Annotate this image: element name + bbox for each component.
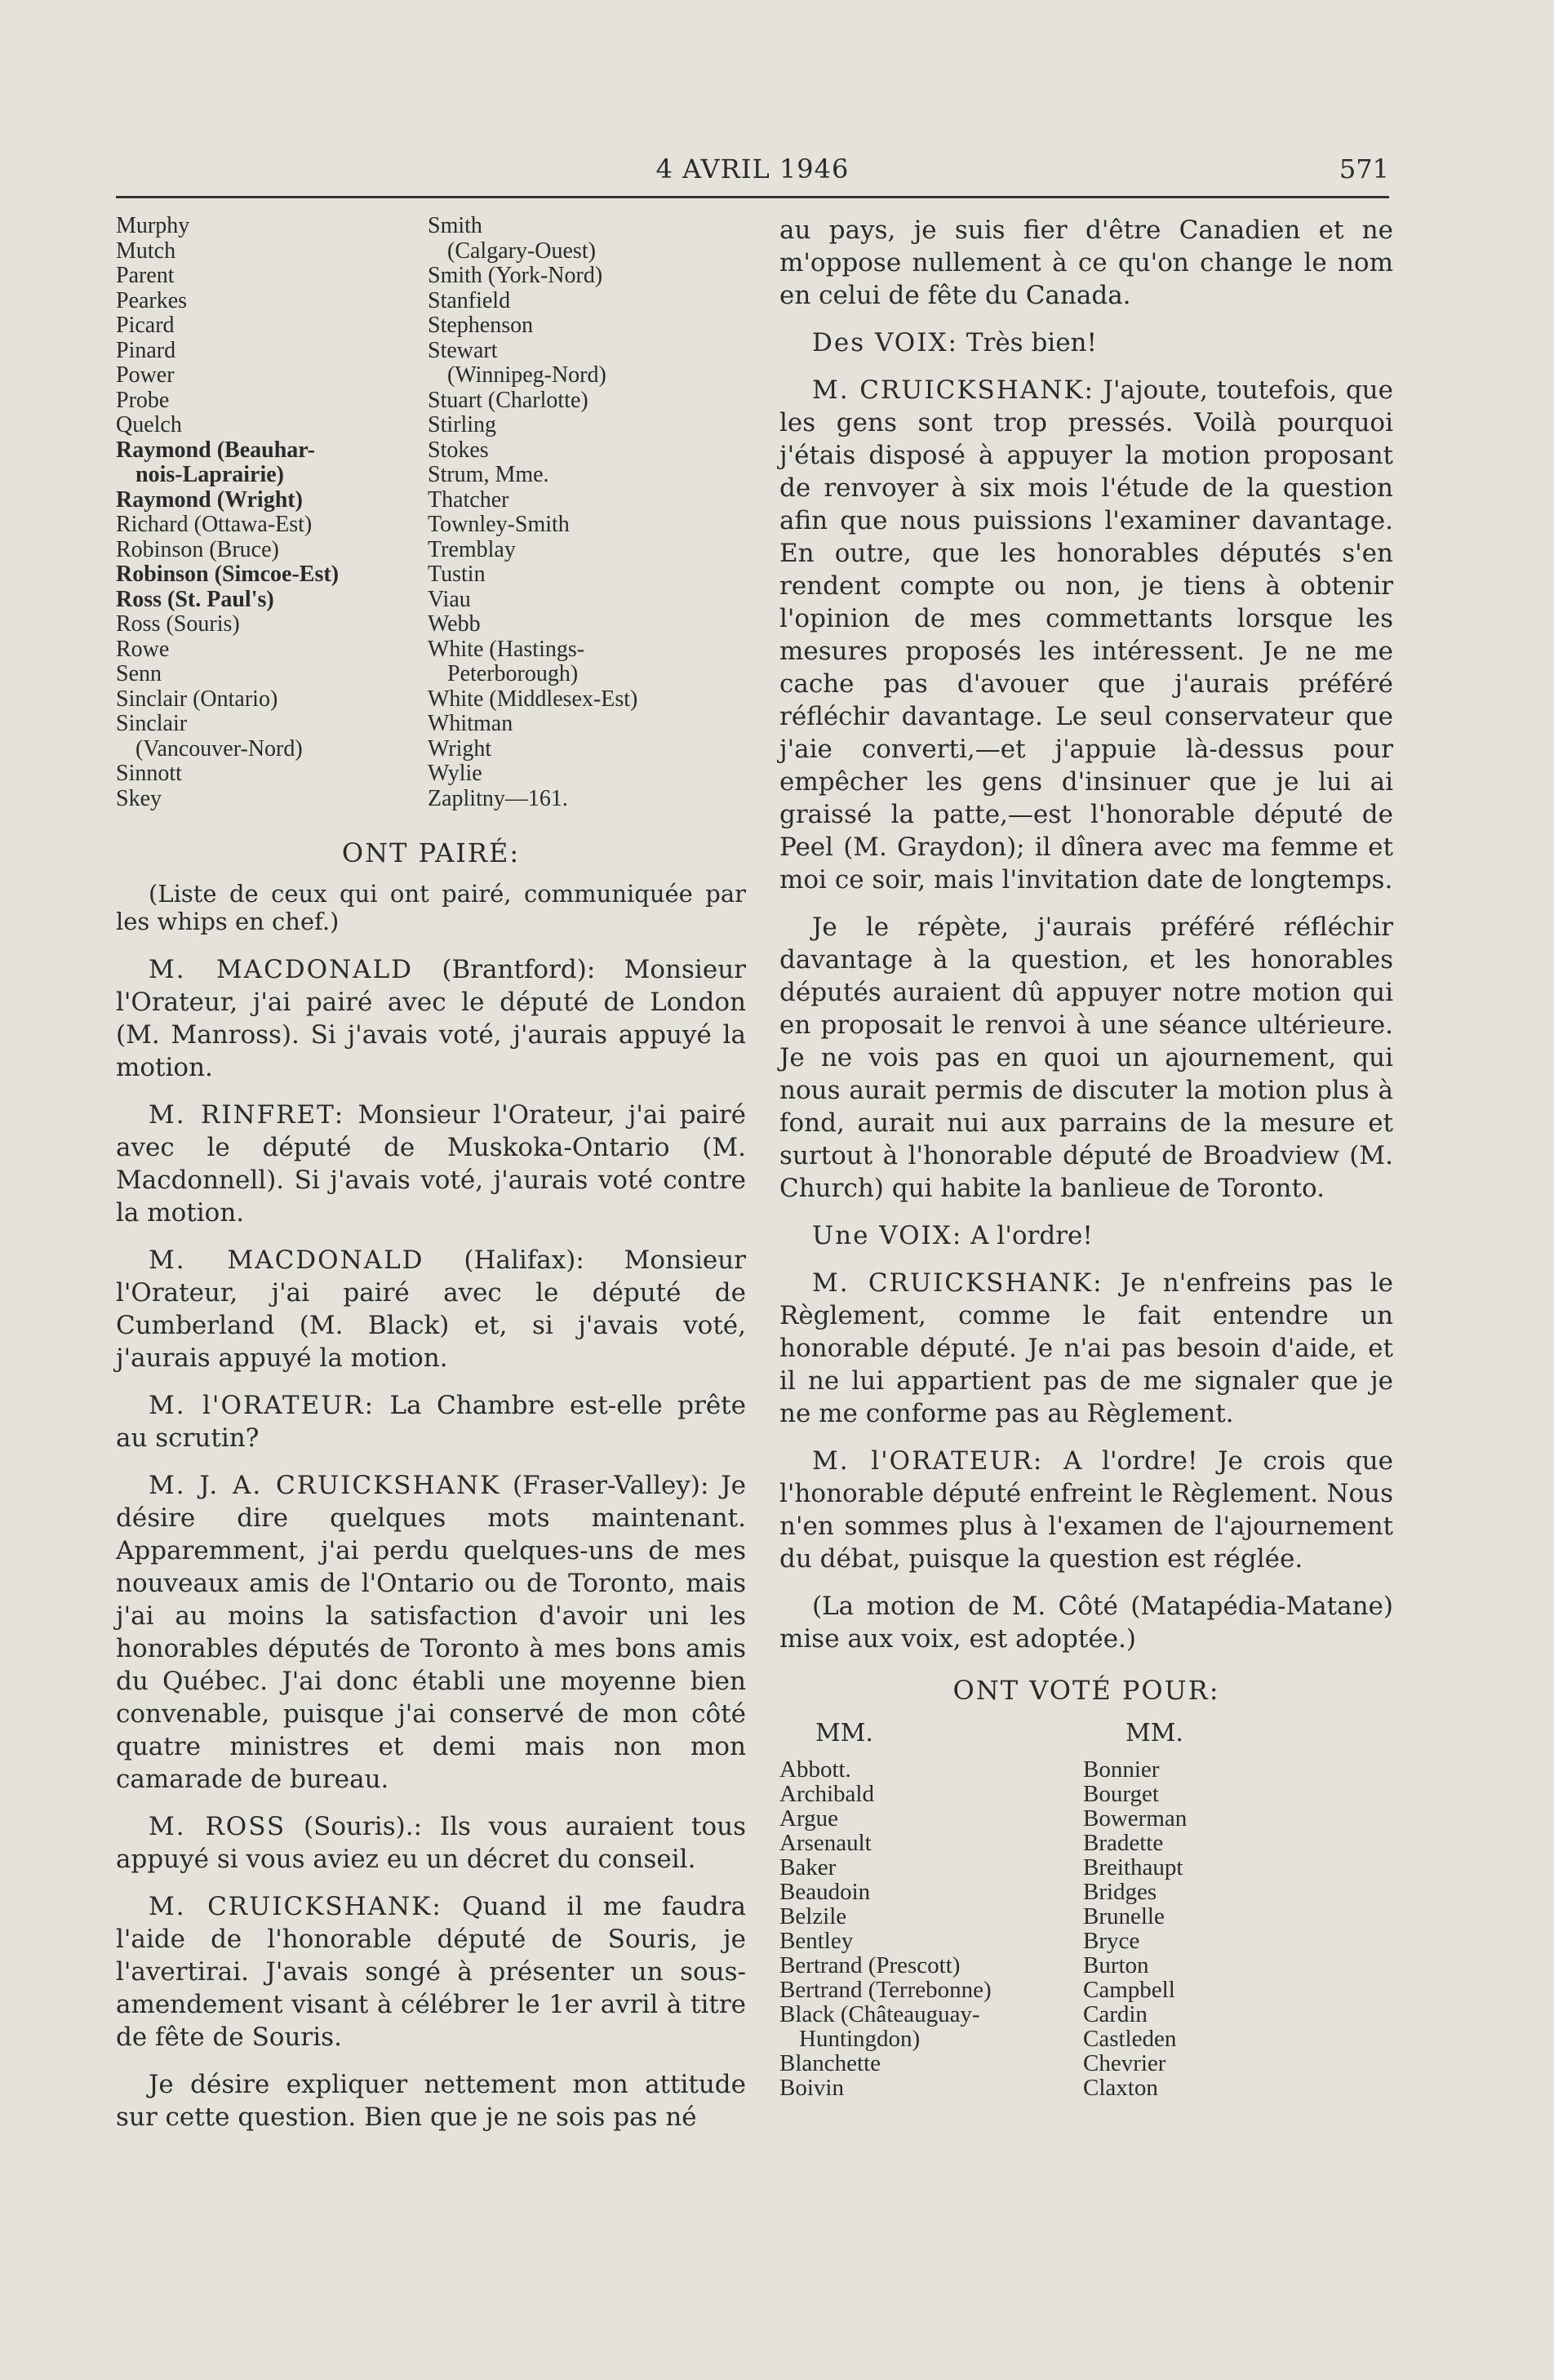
- paragraph: [779, 1590, 1393, 1655]
- paragraph: [779, 1267, 1393, 1430]
- header-date: 4 AVRIL 1946: [655, 153, 850, 184]
- paired-heading: ONT PAIRÉ:: [341, 837, 521, 868]
- name-entry: nois-Laprairie): [135, 462, 284, 487]
- paragraph-text: La Chambre est-elle prête au scrutin?: [116, 1391, 746, 1453]
- name-entry: Wylie: [428, 761, 482, 786]
- paragraph-text: A l'ordre!: [962, 1221, 1093, 1250]
- name-entry: Tremblay: [428, 536, 516, 562]
- name-entry: Murphy: [116, 213, 190, 238]
- name-entry: Huntingdon): [799, 2026, 921, 2052]
- name-entry: Pearkes: [116, 287, 188, 313]
- name-entry: Castleden: [1083, 2026, 1177, 2052]
- paragraph-text: Je désire expliquer nettement mon attitude sur cette question. Bien que je ne sois pas né: [116, 2070, 746, 2132]
- speaker-name: M. RINFRET:: [149, 1100, 345, 1130]
- vote-column-2: [1083, 1757, 1387, 2100]
- speaker-name: M. MACDONALD: [149, 1246, 424, 1275]
- name-entry: Campbell: [1083, 1977, 1175, 2003]
- name-entry: Senn: [116, 661, 162, 686]
- names-column-1: [116, 214, 428, 811]
- name-entry: Tustin: [428, 562, 486, 587]
- paragraph-text: (Souris).: Ils vous auraient tous appuyé si vous aviez eu un décret du conseil.: [116, 1812, 747, 1874]
- name-entry: (Vancouver-Nord): [135, 735, 303, 762]
- page-number: 571: [1339, 153, 1389, 184]
- name-entry: Picard: [116, 313, 175, 338]
- vote-list: [779, 1719, 1393, 2100]
- name-entry: Argue: [779, 1805, 838, 1832]
- name-entry: Stirling: [428, 412, 497, 437]
- name-entry: Smith (York-Nord): [428, 263, 603, 288]
- name-entry: Skey: [116, 785, 162, 811]
- paragraph: [779, 1445, 1393, 1575]
- name-entry: Belzile: [779, 1903, 847, 1929]
- name-entry: Cardin: [1083, 2001, 1148, 2027]
- names-column-2: [428, 214, 738, 811]
- paragraph-text: (La motion de M. Côté (Matapédia-Matane) mise aux voix, est adoptée.): [779, 1592, 1393, 1654]
- vote-list-col-2: [1083, 1719, 1387, 2100]
- name-entry: Bridges: [1083, 1879, 1157, 1905]
- name-entry: Blanchette: [779, 2050, 881, 2076]
- name-entry: Stewart: [428, 337, 498, 363]
- header-rule: [116, 196, 1389, 198]
- name-entry: Robinson (Bruce): [116, 536, 279, 562]
- name-entry: Viau: [428, 586, 471, 612]
- paragraph-text: J'ajoute, toutefois, que les gens sont trop pressés. Voilà pourquoi j'étais disposé à appuyer la motion proposant de renvoyer à six mois l'étude de la question afin que nous puissions l'examiner davantage. En outre, que les honorables députés s'en rendent compte ou non, je tiens à obtenir l'opinion de mes commettants lorsque les mesures proposés les intéressent. Je ne me cache pas d'avouer que j'aurais préféré réfléchir davantage. Le seul conservateur que j'aie converti,—et j'appuie là-dessus pour empêcher les gens d'insinuer que je lui ai graissé la patte,—est l'honorable député de Peel (M. Graydon); il dînera avec ma femme et moi ce soir, mais l'invitation date de longtemps.: [779, 375, 1393, 895]
- name-entry: Parent: [116, 263, 175, 288]
- name-entry: Bentley: [779, 1928, 854, 1954]
- name-entry: Mutch: [116, 238, 176, 264]
- paragraph: [116, 1389, 746, 1454]
- name-entry: Wright: [428, 735, 492, 762]
- names-list: [116, 214, 746, 811]
- name-entry: Claxton: [1083, 2075, 1158, 2101]
- name-entry: Strum, Mme.: [428, 462, 549, 487]
- paragraph: [779, 214, 1393, 312]
- name-entry: Whitman: [428, 711, 513, 736]
- vote-column-1: [779, 1757, 1083, 2100]
- name-entry: Richard (Ottawa-Est): [116, 512, 313, 537]
- speaker-name: Des VOIX:: [812, 328, 958, 357]
- name-entry: Bertrand (Prescott): [779, 1952, 961, 1978]
- name-entry: Peterborough): [447, 661, 579, 686]
- name-entry: Chevrier: [1083, 2050, 1166, 2076]
- name-entry: Ross (Souris): [116, 611, 240, 637]
- name-entry: Probe: [116, 387, 170, 413]
- right-paragraphs: [779, 214, 1393, 1655]
- name-entry: Webb: [428, 611, 481, 637]
- name-entry: Pinard: [116, 337, 176, 363]
- left-column: [116, 214, 746, 2134]
- name-entry: Bowerman: [1083, 1805, 1188, 1832]
- paragraph: [779, 374, 1393, 896]
- paragraph: [116, 1244, 746, 1374]
- name-entry: Thatcher: [428, 486, 509, 513]
- name-entry: Bertrand (Terrebonne): [779, 1977, 992, 2003]
- name-entry: Quelch: [116, 412, 182, 437]
- name-entry: Black (Châteauguay-: [779, 2001, 980, 2027]
- name-entry: Baker: [779, 1854, 837, 1880]
- name-entry: Bonnier: [1083, 1756, 1160, 1783]
- speaker-name: M. CRUICKSHANK:: [812, 1268, 1103, 1298]
- name-entry: Stanfield: [428, 287, 511, 313]
- name-entry: Bryce: [1083, 1928, 1140, 1954]
- name-entry: Smith: [428, 213, 482, 238]
- paragraph: [116, 2068, 746, 2134]
- speaker-name: M. MACDONALD: [149, 955, 414, 984]
- paragraph: [116, 1099, 746, 1229]
- paragraph-text: (Brantford): Monsieur l'Orateur, j'ai pairé avec le député de London (M. Manross). Si j'avais voté, j'aurais appuyé la motion.: [116, 955, 746, 1082]
- paragraph-text: Très bien!: [957, 328, 1097, 357]
- name-entry: (Winnipeg-Nord): [447, 362, 606, 388]
- right-column: [779, 214, 1393, 2100]
- mm-label-2: MM.: [1126, 1719, 1183, 1747]
- name-entry: Abbott.: [779, 1756, 851, 1783]
- paragraph: [779, 1219, 1393, 1252]
- name-entry: Robinson (Simcoe-Est): [116, 562, 340, 587]
- name-entry: Archibald: [779, 1781, 874, 1807]
- name-entry: Zaplitny—161.: [428, 785, 568, 811]
- name-entry: Power: [116, 362, 175, 388]
- paragraph-text: A l'ordre! Je crois que l'honorable député enfreint le Règlement. Nous n'en sommes plus à l'examen de l'ajournement du débat, puisque la question est réglée.: [779, 1446, 1393, 1574]
- vote-list-col-1: [779, 1719, 1083, 2100]
- name-entry: Stokes: [428, 437, 489, 463]
- paragraph: [116, 1810, 746, 1876]
- name-entry: Raymond (Wright): [116, 486, 303, 513]
- name-entry: Townley-Smith: [428, 512, 570, 537]
- name-entry: (Calgary-Ouest): [447, 238, 596, 264]
- speaker-name: M. CRUICKSHANK:: [812, 375, 1094, 405]
- vote-heading: ONT VOTÉ POUR:: [952, 1675, 1220, 1706]
- paragraph: [116, 1469, 746, 1796]
- mm-label-1: MM.: [815, 1719, 873, 1747]
- name-entry: Sinclair (Ontario): [116, 686, 278, 712]
- paragraph: [779, 326, 1393, 359]
- paragraph-text: (Fraser-Valley): Je désire dire quelques mots maintenant. Apparemment, j'ai perdu quelques-uns de mes nouveaux amis de l'Ontario ou de Toronto, mais j'ai au moins la satisfaction d'avoir uni les honorables députés de Toronto à mes bons amis du Québec. J'ai donc établi une moyenne bien convenable, puisque j'ai conservé de mon côté quatre ministres et demi mais non mon camarade de bureau.: [116, 1471, 746, 1794]
- speaker-name: M. J. A. CRUICKSHANK: [149, 1471, 501, 1500]
- speaker-name: M. l'ORATEUR:: [149, 1391, 375, 1420]
- name-entry: Bradette: [1083, 1830, 1164, 1856]
- name-entry: Burton: [1083, 1952, 1149, 1978]
- name-entry: Brunelle: [1083, 1903, 1165, 1929]
- name-entry: Raymond (Beauhar-: [116, 437, 315, 463]
- name-entry: White (Middlesex-Est): [428, 686, 638, 712]
- speaker-name: Une VOIX:: [812, 1221, 963, 1250]
- paragraph: [116, 953, 746, 1084]
- name-entry: Arsenault: [779, 1830, 872, 1856]
- name-entry: Stuart (Charlotte): [428, 387, 588, 413]
- paragraph: [116, 1890, 746, 2054]
- paragraph-text: au pays, je suis fier d'être Canadien et ne m'oppose nullement à ce qu'on change le nom en celui de fête du Canada.: [779, 215, 1393, 310]
- paragraph: [779, 911, 1393, 1205]
- name-entry: White (Hastings-: [428, 636, 585, 662]
- name-entry: Rowe: [116, 636, 170, 662]
- page-header: [116, 149, 1389, 198]
- paragraph-text: Je le répète, j'aurais préféré réfléchir davantage à la question, et les honorables députés auraient dû appuyer notre motion qui en proposait le renvoi à une séance ultérieure. Je ne vois pas en quoi un ajournement, qui nous aurait permis de discuter la motion plus à fond, aurait nui aux parrains de la mesure et surtout à l'honorable député de Broadview (M. Church) qui habite la banlieue de Toronto.: [779, 912, 1393, 1203]
- paragraph-text: Monsieur l'Orateur, j'ai pairé avec le député de Muskoka-Ontario (M. Macdonnell). Si j'avais voté, j'aurais voté contre la motion.: [116, 1100, 746, 1228]
- name-entry: Stephenson: [428, 313, 534, 338]
- left-paragraphs: [116, 953, 746, 2134]
- name-entry: Breithaupt: [1083, 1854, 1183, 1880]
- paragraph-text: (Halifax): Monsieur l'Orateur, j'ai pairé avec le député de Cumberland (M. Black) et, si j'avais voté, j'aurais appuyé la motion.: [116, 1246, 746, 1373]
- name-entry: Beaudoin: [779, 1879, 871, 1905]
- speaker-name: M. ROSS: [149, 1812, 286, 1841]
- name-entry: Bourget: [1083, 1781, 1159, 1807]
- speaker-name: M. CRUICKSHANK:: [149, 1892, 442, 1921]
- name-entry: Sinnott: [116, 761, 182, 786]
- name-entry: Boivin: [779, 2075, 844, 2101]
- paragraph-text: Je n'enfreins pas le Règlement, comme le fait entendre un honorable député. Je n'ai pas besoin d'aide, et il ne lui appartient pas de me signaler que je ne me conforme pas au Règlement.: [779, 1268, 1393, 1428]
- paragraph-text: Quand il me faudra l'aide de l'honorable député de Souris, je l'avertirai. J'avais songé à présenter un sous-amendement visant à célébrer le 1er avril à titre de fête de Souris.: [116, 1892, 746, 2052]
- name-entry: Sinclair: [116, 711, 188, 736]
- paired-note: (Liste de ceux qui ont pairé, communiquée par les whips en chef.): [116, 880, 746, 935]
- name-entry: Ross (St. Paul's): [116, 586, 274, 612]
- speaker-name: M. l'ORATEUR:: [812, 1446, 1044, 1476]
